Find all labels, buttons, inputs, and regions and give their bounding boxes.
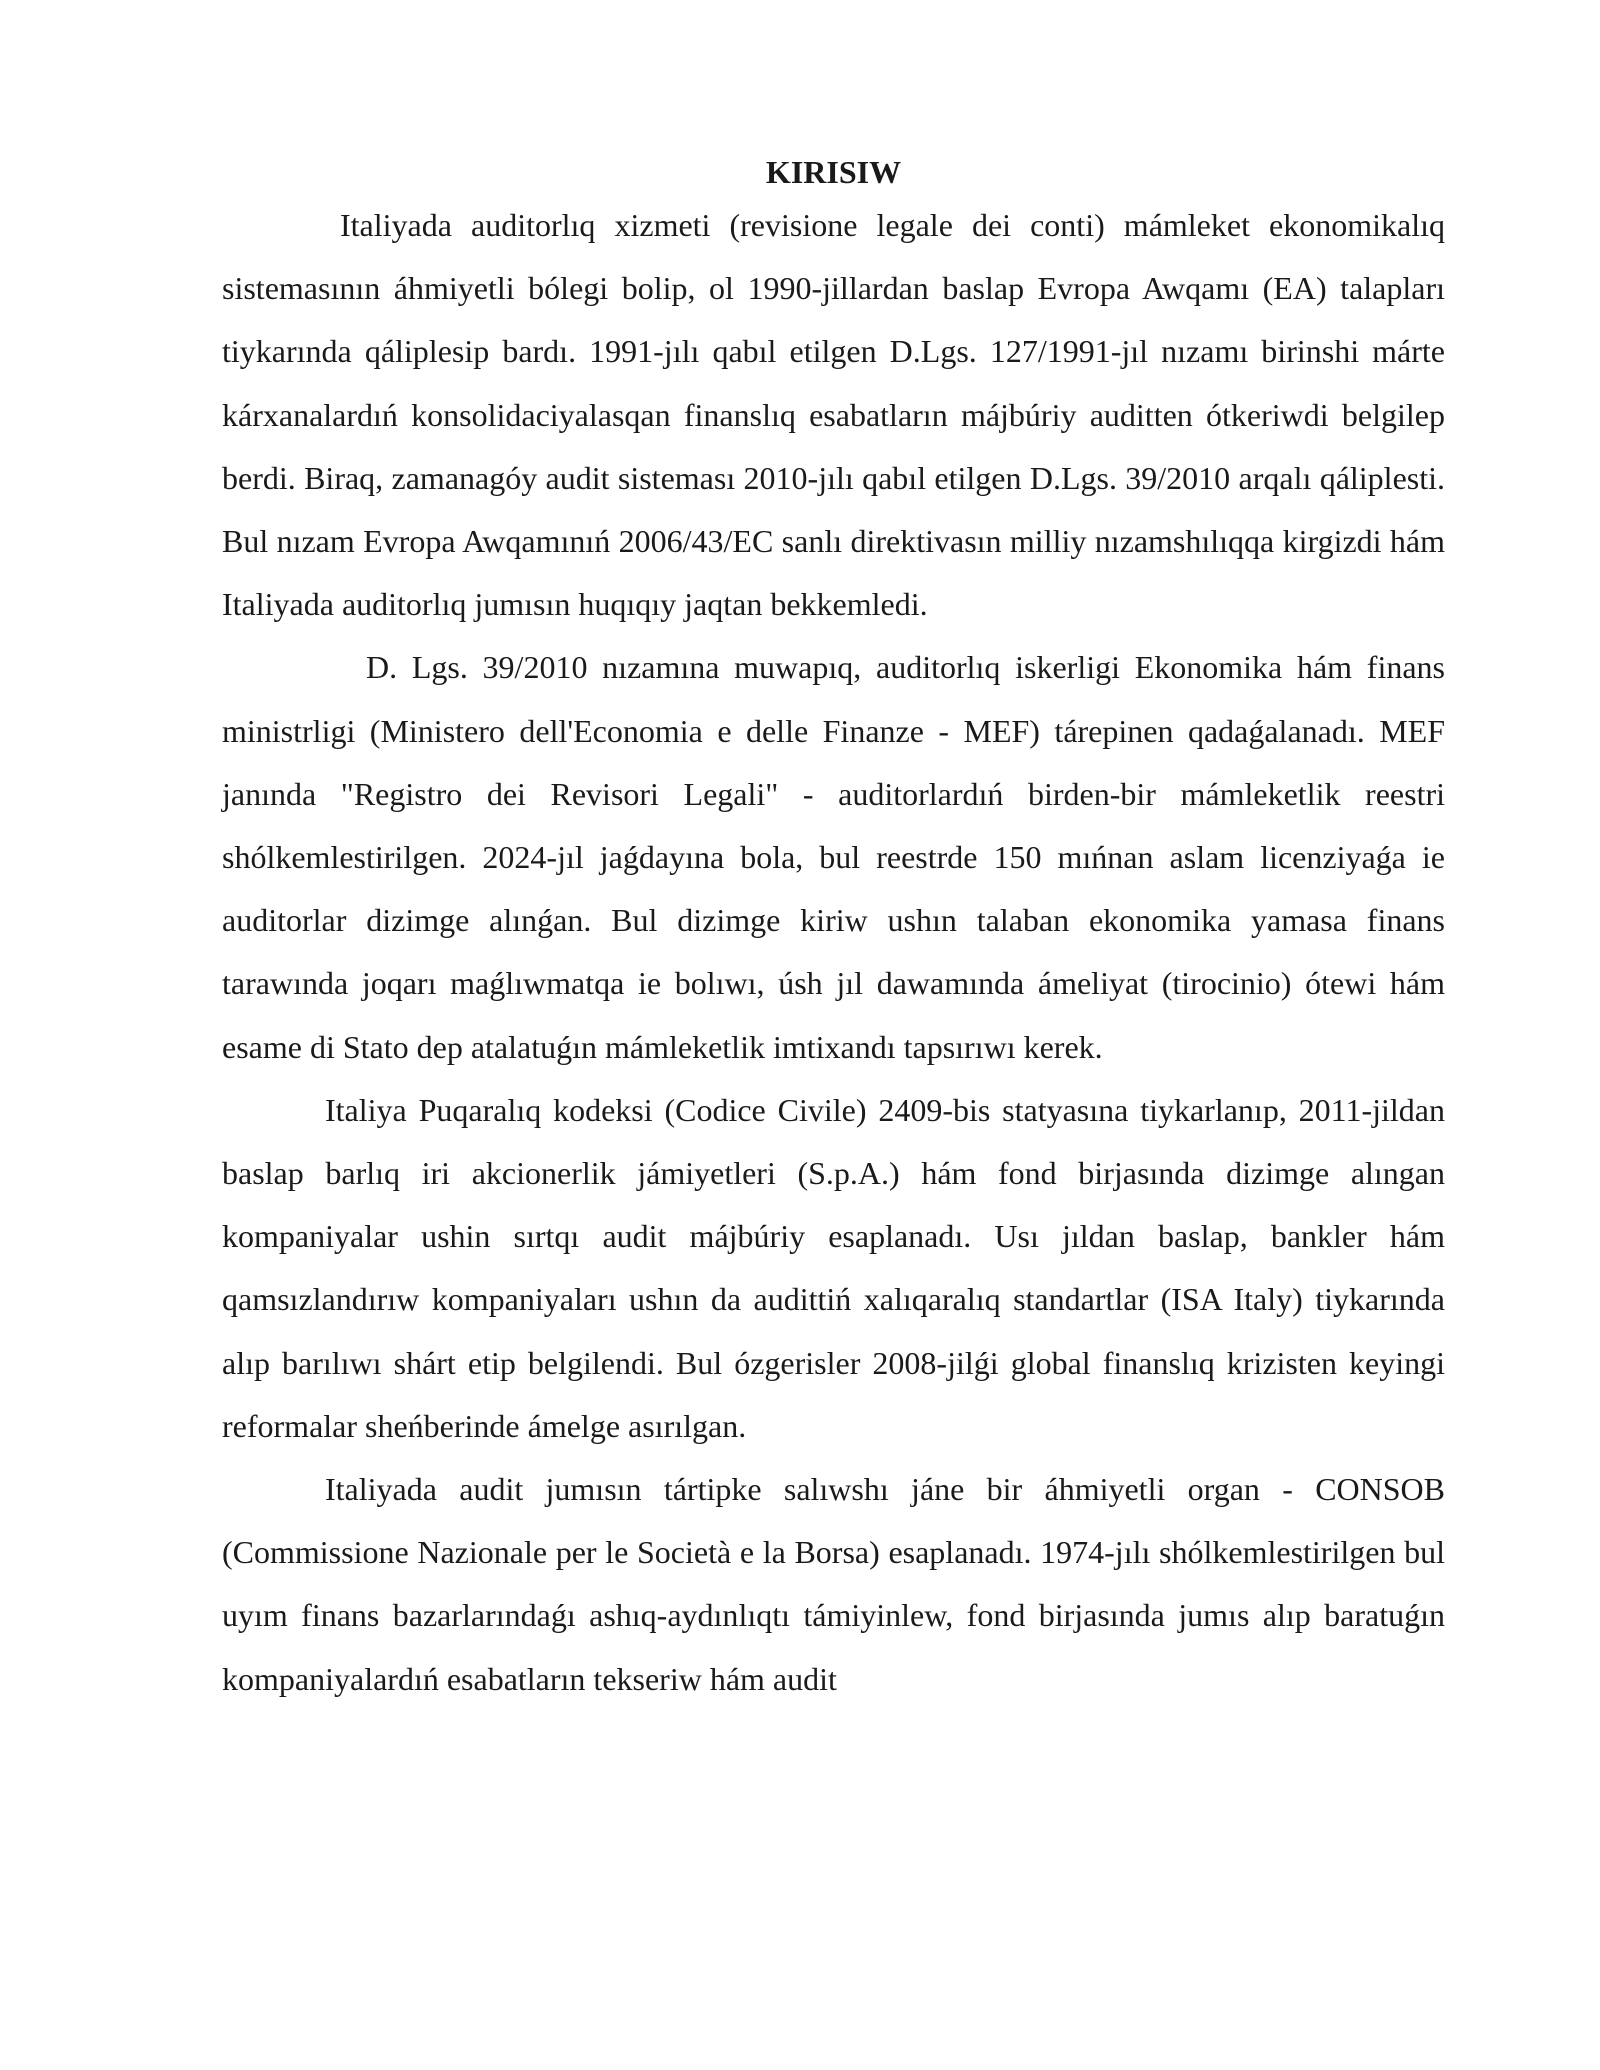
paragraph-4: Italiyada audit jumısın tártipke salıwshı jáne bir áhmiyetli organ - CONSOB (Commissione Nazionale per le Società e la Borsa) esaplanadı. 1974-jılı shólkemlestirilgen bul uyım finans bazarlarındaǵı ashıq-aydınlıqtı támiyinlew, fond birjasında jumıs alıp baratuǵın kompaniyalardıń esabatların tekseriw hám audit <box>222 1471 1445 1697</box>
document-page <box>222 150 1445 1711</box>
document-title: KIRISIW <box>765 154 902 190</box>
paragraph-1: Italiyada auditorlıq xizmeti (revisione legale dei conti) mámleket ekonomikalıq sistemasının áhmiyetli bólegi bolip, ol 1990-jillardan baslap Evropa Awqamı (EA) talapları tiykarında qáliplesip bardı. 1991-jılı qabıl etilgen D.Lgs. 127/1991-jıl nızamı birinshi márte kárxanalardıń konsolidaciyalasqan finanslıq esabatların májbúriy auditten ótkeriwdi belgilep berdi. Biraq, zamanagóy audit sisteması 2010-jılı qabıl etilgen D.Lgs. 39/2010 arqalı qáliplesti. Bul nızam Evropa Awqamınıń 2006/43/EC sanlı direktivasın milliy nızamshılıqqa kirgizdi hám Italiyada auditorlıq jumısın huqıqıy jaqtan bekkemledi. <box>222 207 1445 623</box>
paragraph-2: D. Lgs. 39/2010 nızamına muwapıq, auditorlıq iskerligi Ekonomika hám finans ministrligi (Ministero dell'Economia e delle Finanze - MEF) tárepinen qadaǵalanadı. MEF janında "Registro dei Revisori Legali" - auditorlardıń birden-bir mámleketlik reestri shólkemlestirilgen. 2024-jıl jaǵdayına bola, bul reestrde 150 mıńnan aslam licenziyaǵa ie auditorlar dizimge alınǵan. Bul dizimge kiriw ushın talaban ekonomika yamasa finans tarawında joqarı maǵlıwmatqa ie bolıwı, úsh jıl dawamında ámeliyat (tirocinio) ótewi hám esame di Stato dep atalatuǵın mámleketlik imtixandı tapsırıwı kerek. <box>222 649 1445 1065</box>
paragraph-3: Italiya Puqaralıq kodeksi (Codice Civile) 2409-bis statyasına tiykarlanıp, 2011-jildan baslap barlıq iri akcionerlik jámiyetleri (S.p.A.) hám fond birjasında dizimge alıngan kompaniyalar ushin sırtqı audit májbúriy esaplanadı. Usı jıldan baslap, bankler hám qamsızlandırıw kompaniyaları ushın da audittiń xalıqaralıq standartlar (ISA Italy) tiykarında alıp barılıwı shárt etip belgilendi. Bul ózgerisler 2008-jilǵi global finanslıq krizisten keyingi reformalar sheńberinde ámelge asırılgan. <box>222 1091 1445 1444</box>
